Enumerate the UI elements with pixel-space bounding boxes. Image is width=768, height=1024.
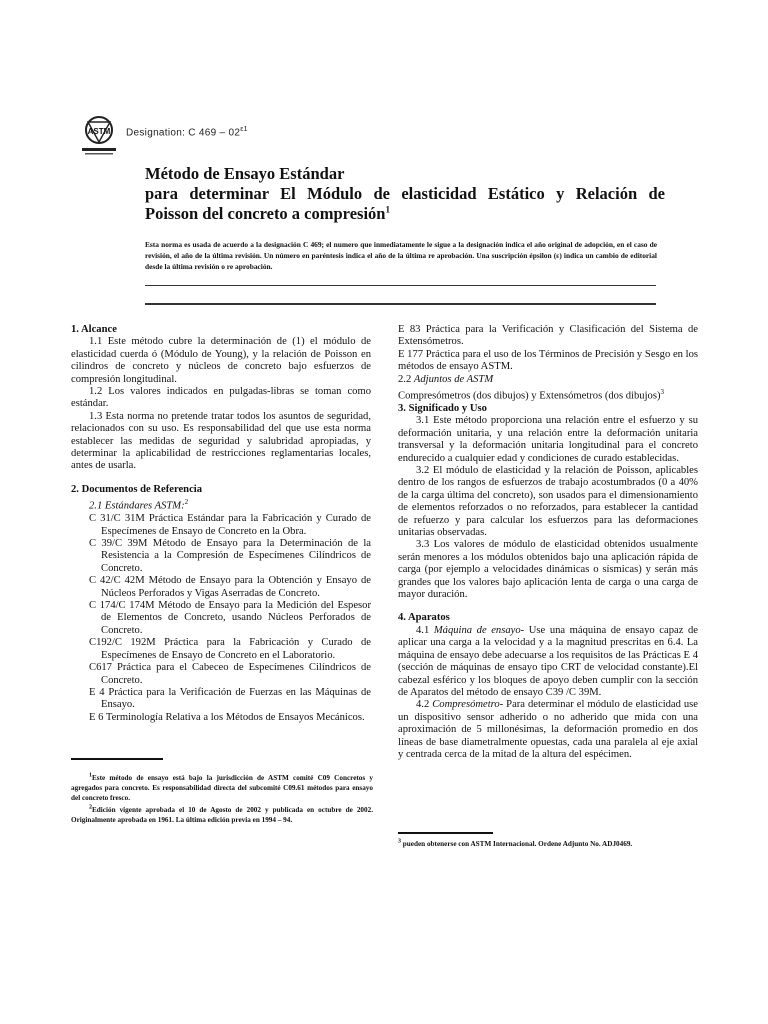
para-2-1-text: 2.1 Estándares ASTM:: [89, 500, 185, 512]
footnote-rule-left: [71, 758, 163, 760]
ref-c31: C 31/C 31M Práctica Estándar para la Fabricación y Curado de Especímenes de Ensayo de Concreto en la Obra.: [89, 513, 371, 537]
svg-text:ASTM: ASTM: [87, 127, 111, 136]
para-1-1: 1.1 Este método cubre la determinación de (1) el módulo de elasticidad cuerda ó (Módulo de Young), y la relación de Poisson en cilindros de concreto y núcleos de concreto bajo esfuerzos de compresión longitudinal.: [71, 336, 371, 385]
designation-label: [126, 126, 248, 138]
footnote-3-mark: 3: [398, 838, 401, 845]
para-2-2: [398, 374, 698, 386]
footnote-2-text: Edición vigente aprobada el 10 de Agosto de 2002 y publicada en octubre de 2002. Originalmente aprobada en 1961. La última edición previa en 1994 – 94.: [71, 806, 373, 824]
designation-note: Esta norma es usada de acuerdo a la designación C 469; el numero que inmediatamente le sigue a la designación indica el año original de adopción, en el caso de revisión, el año de la última revisión. Un número en paréntesis indica el año de la última re aprobación. Una suscripción épsilon (ε) indica un cambio de editorial desde la última revisión o re aprobación.: [145, 240, 657, 271]
para-4-2: [398, 699, 698, 761]
para-1-3: 1.3 Esta norma no pretende tratar todos los asuntos de seguridad, relacionados con su uso. Es responsabilidad del que use esta norma establecer las medidas de seguridad y salubridad apropiadas, y determinar la aplicabilidad de restricciones reglamentarias locales, antes de usarla.: [71, 410, 371, 472]
section-1-heading: 1. Alcance: [71, 324, 117, 335]
ref-e4: E 4 Práctica para la Verificación de Fuerzas en las Máquinas de Ensayo.: [89, 686, 371, 711]
ref-c39: C 39/C 39M Método de Ensayo para la Determinación de la Resistencia a la Compresión de Especímenes Cilíndricos de Concreto.: [89, 538, 371, 574]
footnote-3-text: pueden obtenerse con ASTM Internacional. Ordene Adjunto No. ADJ0469.: [402, 840, 633, 848]
footnote-3: [398, 839, 708, 849]
title-footnote-mark: 1: [385, 204, 390, 215]
para-4-1-title: Máquina de ensayo-: [433, 624, 525, 636]
ref-e177: E 177 Práctica para el uso de los Términos de Precisión y Sesgo en los métodos de ensayo ASTM.: [398, 348, 698, 373]
footnote-rule-right: [398, 832, 493, 834]
ref-c617: C617 Práctica para el Cabeceo de Especímenes Cilíndricos de Concreto.: [89, 662, 371, 686]
para-2-2-body: Compresómetros (dos dibujos) y Extensómetros (dos dibujos): [398, 390, 661, 402]
section-4-heading: 4. Aparatos: [398, 612, 450, 624]
para-4-2-num: 4.2: [416, 699, 430, 711]
footnote-1-text: Este método de ensayo está bajo la jurisdicción de ASTM comité C09 Concretos y agregados para concreto. Es responsabilidad directa del subcomité C09.61 métodos para ensayo del concreto fresco.: [71, 774, 373, 802]
para-2-2-sup: 3: [660, 388, 664, 397]
title-line-1: Método de Ensayo Estándar: [145, 164, 345, 183]
designation-text: Designation: C 469 – 02: [126, 127, 241, 139]
ref-c192: C192/C 192M Práctica para la Fabricación y Curado de Especímenes de Ensayo de Concreto en el Laboratorio.: [89, 637, 371, 661]
para-2-1: [71, 496, 371, 513]
para-4-1-num: 4.1: [416, 624, 430, 636]
para-4-1-text: Use una máquina de ensayo capaz de aplicar una carga a la velocidad y a la magnitud prescritas en 6.4. La máquina de ensayo debe adecuarse a los requisitos de las Prácticas E 4 (sección de máquinas de ensayo tipo CRT de velocidad constante).El cabezal esférico y los bloques de apoyo deben cumplir con la sección de Aparatos del método de ensayo C39 /C 39M.: [398, 624, 698, 698]
ref-c174: C 174/C 174M Método de Ensayo para la Medición del Espesor de Elementos de Concreto, usando Núcleos Perforados de Concreto.: [89, 600, 371, 636]
section-3-heading: 3. Significado y Uso: [398, 402, 487, 414]
title-line-3: [145, 204, 665, 224]
para-2-2-num: 2.2: [398, 373, 414, 385]
para-3-1: 3.1 Este método proporciona una relación entre el esfuerzo y su deformación unitaria, y una relación entre la deformación unitaria transversal y la deformación unitaria longitudinal para el concreto endurecido a cualquier edad y condiciones de curado establecidas.: [398, 415, 698, 464]
document-title: [145, 164, 665, 224]
para-4-2-text: Para determinar el módulo de elasticidad use un dispositivo sensor adherido o no adherido que mida con una aproximación de 5 millonésimas, la deformación promedio en dos líneas de base diametralmente opuestas, cada una paralela al eje axial y centrada cerca de la mitad de la altura del espécimen.: [398, 699, 698, 760]
rule-top: [145, 285, 656, 286]
para-2-2-title: Adjuntos de ASTM: [413, 373, 494, 385]
left-column: [71, 324, 371, 724]
para-3-2: 3.2 El módulo de elasticidad y la relación de Poisson, aplicables dentro de los rangos de esfuerzos de trabajo acostumbrados (0 a 40% de la carga última del concreto), son usados para el dimensionamiento de elementos reforzados o no reforzados, para establecer la cantidad de refuerzo y para calcular los esfuerzos para las deformaciones unitarias observadas.: [398, 465, 698, 539]
designation-epsilon: ε1: [240, 126, 248, 133]
para-2-1-sup: 2: [184, 498, 189, 507]
rule-bottom: [145, 303, 656, 305]
para-4-2-title: Compresómetro-: [432, 699, 504, 711]
footnote-2: [71, 805, 373, 825]
footnote-2-mark: 2: [89, 804, 92, 811]
footnote-1: [71, 773, 373, 803]
ref-e83: E 83 Práctica para la Verificación y Clasificación del Sistema de Extensómetros.: [398, 324, 698, 348]
title-line-2: para determinar El Módulo de elasticidad Estático y Relación de: [145, 184, 665, 203]
footnote-1-mark: 1: [89, 772, 92, 779]
astm-logo: [78, 112, 120, 158]
title-line-3-text: Poisson del concreto a compresión: [145, 204, 386, 223]
para-4-1: [398, 625, 698, 699]
para-2-2-text: [398, 386, 698, 403]
ref-e6: E 6 Terminología Relativa a los Métodos de Ensayos Mecánicos.: [89, 711, 365, 723]
ref-c42: C 42/C 42M Método de Ensayo para la Obtención y Ensayo de Núcleos Perforados y Vigas Aserradas de Concreto.: [89, 575, 371, 599]
para-1-2: 1.2 Los valores indicados en pulgadas-libras se toman como estándar.: [71, 386, 371, 410]
right-column: [398, 324, 698, 761]
section-2-heading: 2. Documentos de Referencia: [71, 483, 203, 495]
para-3-3: 3.3 Los valores de módulo de elasticidad obtenidos usualmente serán menores a los módulos obtenidos bajo una aplicación rápida de carga (por ejemplo a velocidades dinámicas o sísmicas) y serán más grandes que los valores bajo aplicación lenta de carga o una carga de mayor duración.: [398, 539, 698, 601]
